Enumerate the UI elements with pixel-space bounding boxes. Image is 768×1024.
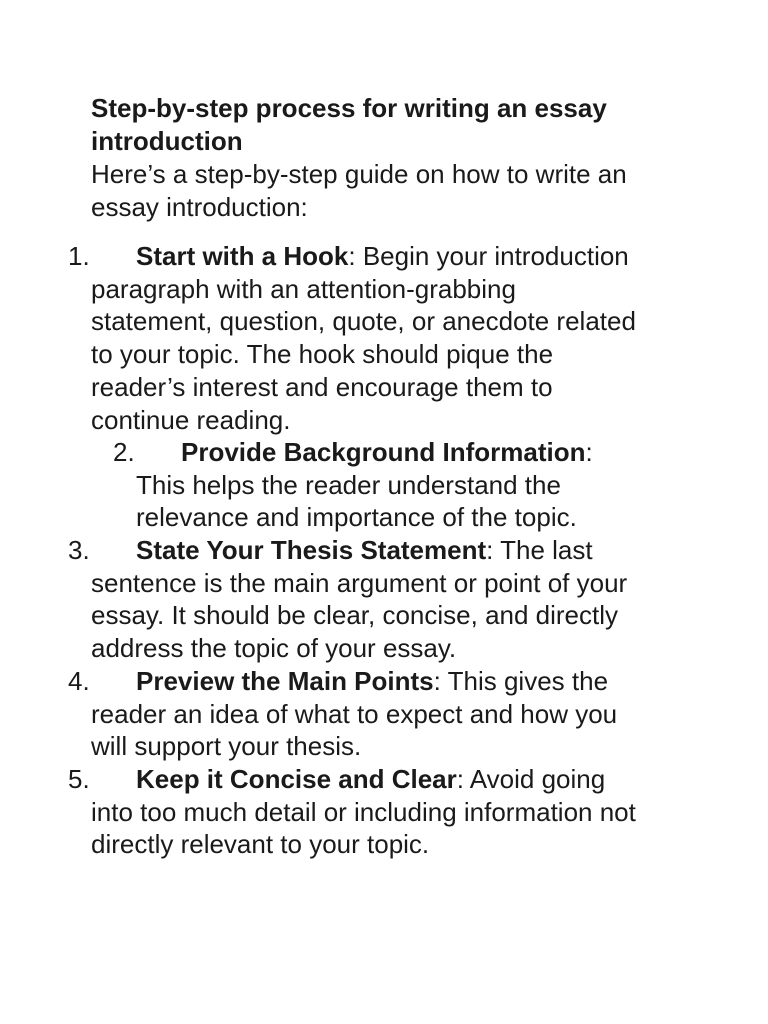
list-item-first-line-text: Begin your introduction bbox=[355, 241, 629, 271]
list-item-separator: : bbox=[456, 764, 464, 794]
list-item-line: will support your thesis. bbox=[91, 731, 362, 762]
list-item-line: reader an idea of what to expect and how you bbox=[91, 698, 618, 729]
list-item-line: relevance and importance of the topic. bbox=[136, 502, 577, 533]
list-item-title: Preview the Main Points bbox=[136, 666, 434, 696]
list-item-line: address the topic of your essay. bbox=[91, 633, 457, 664]
list-item-line: essay. It should be clear, concise, and directly bbox=[91, 600, 619, 631]
list-item-first-line-text: The last bbox=[493, 535, 593, 565]
list-item-line: directly relevant to your topic. bbox=[91, 829, 430, 860]
list-item-separator: : bbox=[585, 437, 593, 467]
list-item-number: 2. bbox=[113, 437, 135, 467]
list-item-line: sentence is the main argument or point of your bbox=[91, 567, 628, 598]
list-item-line: This helps the reader understand the bbox=[136, 469, 561, 500]
list-item-line: continue reading. bbox=[91, 404, 291, 435]
list-item-first-line-text: Avoid going bbox=[464, 764, 606, 794]
list-item-separator: : bbox=[348, 241, 356, 271]
document-heading: Step-by-step process for writing an essay introduction bbox=[91, 93, 607, 156]
list-item-line: into too much detail or including information not bbox=[91, 796, 636, 827]
list-item-line: statement, question, quote, or anecdote related bbox=[91, 306, 636, 337]
list-item-separator: : bbox=[433, 666, 441, 696]
list-item-title: Keep it Concise and Clear bbox=[136, 764, 457, 794]
list-item-line: paragraph with an attention-grabbing bbox=[91, 273, 516, 304]
intro-paragraph: Here’s a step-by-step guide on how to write an essay introduction: bbox=[91, 159, 627, 222]
list-item bbox=[68, 665, 711, 763]
list-item bbox=[68, 534, 711, 665]
list-item bbox=[113, 436, 716, 534]
list-item-number: 3. bbox=[68, 535, 90, 565]
list-item-title: State Your Thesis Statement bbox=[136, 535, 487, 565]
list-item-number: 1. bbox=[68, 241, 90, 271]
list-item-number: 5. bbox=[68, 764, 90, 794]
list-item bbox=[68, 240, 711, 436]
list-item-separator: : bbox=[486, 535, 494, 565]
list-item bbox=[68, 763, 711, 861]
list-item-first-line-text: This gives the bbox=[440, 666, 609, 696]
list-item-line: to your topic. The hook should pique the bbox=[91, 339, 554, 370]
list-item-line: reader’s interest and encourage them to bbox=[91, 371, 553, 402]
list-item-title: Start with a Hook bbox=[136, 241, 349, 271]
list-item-number: 4. bbox=[68, 666, 90, 696]
list-item-title: Provide Background Information bbox=[181, 437, 586, 467]
